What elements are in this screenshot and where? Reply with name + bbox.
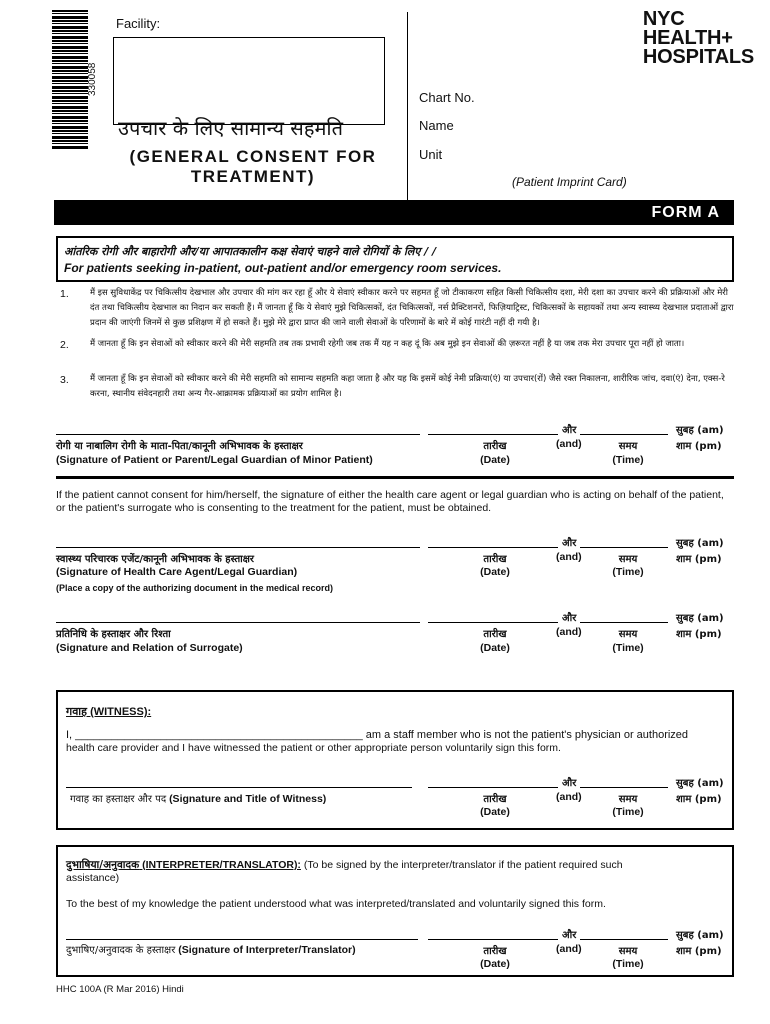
agent-note: (Place a copy of the authorizing document in the medical record) (56, 583, 334, 593)
witness-heading: गवाह (WITNESS): (66, 705, 152, 718)
and-english: (and) (556, 943, 582, 955)
pm-label: शाम (pm) (676, 554, 722, 565)
intro-hindi: आंतरिक रोगी और बाहारोगी और/या आपातकालीन कक्ष सेवाएं चाहने वाले रोगियों के लिए / / (64, 245, 437, 258)
item-1-number: 1. (60, 288, 69, 300)
item-3-text: मैं जानता हूँ कि इन सेवाओं को स्वीकार करने की मेरी सहमति को सामान्य सहमति कहा जाता है और यह कि इसमें कोई नेमी प्रक्रिया(एं) या उपचार(रों) जैसे रक्त निकालना, शारीरिक जांच, दवा(एं) देना, एक्स-रे करना, स्थानीय संवेदनहारी तथा अन्य गैर-आक्रामक प्रक्रियाओं का प्रयोग शामिल है। (90, 374, 725, 399)
agent-time-line[interactable] (580, 547, 668, 548)
time-hindi: समय (618, 554, 638, 565)
and-hindi: और (562, 930, 577, 941)
patient-sig-hindi: रोगी या नाबालिग रोगी के माता-पिता/कानूनी अभिभावक के हस्ताक्षर (56, 441, 303, 452)
witness-sig-label: गवाह का हस्ताक्षर और पद (Signature and Title of Witness) (70, 793, 327, 805)
interpreter-statement: To the best of my knowledge the patient understood what was interpreted/translated and voluntarily signed this form. (66, 898, 606, 910)
intro-english: For patients seeking in-patient, out-patient and/or emergency room services. (64, 261, 502, 275)
interpreter-heading-cont: assistance) (66, 872, 120, 884)
pm-label: शाम (pm) (676, 441, 722, 452)
item-1-text: मैं इस सुविधाकेंद्र पर चिकित्सीय देखभाल और उपचार की मांग कर रहा हूँ और ये सेवाएं स्वीकार करने पर सहमत हूँ जो टीकाकरण सहित किसी चिकित्सीय दशा, मेरी दशा का उपचार करने की प्रक्रियाओं और मेरी दंत तथा चिकित्सीय देखभाल का निदान कर सकती हैं। मैं जानता हूँ कि ये सेवाएं मुझे चिकित्सकों, दंत चिकित्सकों, नर्स प्रैक्टिशनरों, फिज़ियाट्रिस्ट, चिकित्सकों के सहायकों तथा अन्य स्वास्थ्य देखभाल प्रदाताओं द्वारा प्रदान की जाएंगी जिनमें से कुछ प्रशिक्षण में हो सकते हैं। मुझे मेरे द्वारा प्राप्त की जाने वाली सेवाओं के परिणामों के बारे में कोई गारंटी नहीं दी गयी है। (90, 288, 734, 328)
and-english: (and) (556, 551, 582, 563)
section-divider (56, 476, 734, 479)
facility-field[interactable] (113, 37, 385, 125)
time-hindi: समय (618, 946, 638, 957)
pm-label: शाम (pm) (676, 629, 722, 640)
witness-statement-line2: health care provider and I have witnessed the patient or other appropriate person voluntarily sign this form. (66, 742, 561, 754)
barcode (52, 10, 88, 150)
form-a-bar: FORM A (54, 200, 734, 225)
item-3-number: 3. (60, 374, 69, 386)
title-hindi: उपचार के लिए सामान्य सहमति (118, 116, 343, 140)
interpreter-date-line[interactable] (428, 939, 558, 940)
date-english: (Date) (480, 566, 510, 578)
patient-date-line[interactable] (428, 434, 558, 435)
date-english: (Date) (480, 454, 510, 466)
chart-no-label: Chart No. (419, 90, 475, 105)
witness-signature-line[interactable] (66, 787, 412, 788)
time-hindi: समय (618, 794, 638, 805)
witness-statement-line1: I, _______________________________________________ am a staff member who is not the patient's physician or authorized (66, 729, 689, 741)
date-hindi: तारीख (483, 441, 507, 452)
witness-time-line[interactable] (580, 787, 668, 788)
date-hindi: तारीख (483, 794, 507, 805)
intro-box (56, 236, 734, 282)
am-label: सुबह (am) (676, 930, 724, 941)
and-english: (and) (556, 626, 582, 638)
time-english: (Time) (612, 566, 644, 578)
item-2-number: 2. (60, 339, 69, 351)
agent-sig-english: (Signature of Health Care Agent/Legal Guardian) (56, 566, 298, 578)
interpreter-heading: दुभाषिया/अनुवादक (INTERPRETER/TRANSLATOR): (To be signed by the interpreter/translator if the patient required such (66, 859, 623, 871)
agent-sig-hindi: स्वास्थ्य परिचारक एजेंट/कानूनी अभिभावक के हस्ताक्षर (56, 554, 255, 565)
am-label: सुबह (am) (676, 425, 724, 436)
pm-label: शाम (pm) (676, 794, 722, 805)
unit-label: Unit (419, 147, 443, 162)
surrogate-time-line[interactable] (580, 622, 668, 623)
date-hindi: तारीख (483, 946, 507, 957)
time-english: (Time) (612, 806, 644, 818)
date-hindi: तारीख (483, 629, 507, 640)
time-english: (Time) (612, 454, 644, 466)
date-english: (Date) (480, 958, 510, 970)
surrogate-sig-english: (Signature and Relation of Surrogate) (56, 642, 243, 654)
and-hindi: और (562, 425, 577, 436)
barcode-number: 330058 (87, 62, 98, 96)
and-hindi: और (562, 778, 577, 789)
title-english: (GENERAL CONSENT FOR TREATMENT) (129, 147, 377, 186)
patient-time-line[interactable] (580, 434, 668, 435)
time-english: (Time) (612, 958, 644, 970)
surrogate-signature-line[interactable] (56, 622, 420, 623)
date-english: (Date) (480, 642, 510, 654)
time-hindi: समय (618, 629, 638, 640)
interpreter-signature-line[interactable] (66, 939, 418, 940)
and-english: (and) (556, 791, 582, 803)
facility-label: Facility: (116, 16, 161, 31)
date-hindi: तारीख (483, 554, 507, 565)
patient-signature-line[interactable] (56, 434, 420, 435)
date-english: (Date) (480, 806, 510, 818)
nyc-health-hospitals-logo: NYC HEALTH+ HOSPITALS (642, 8, 754, 68)
surrogate-sig-hindi: प्रतिनिधि के हस्ताक्षर और रिश्ता (56, 629, 171, 640)
interpreter-sig-label: दुभाषिए/अनुवादक के हस्ताक्षर (Signature of Interpreter/Translator) (66, 944, 356, 956)
patient-sig-english: (Signature of Patient or Parent/Legal Guardian of Minor Patient) (56, 454, 373, 466)
and-hindi: और (562, 538, 577, 549)
time-hindi: समय (618, 441, 638, 452)
interpreter-time-line[interactable] (580, 939, 668, 940)
am-label: सुबह (am) (676, 538, 724, 549)
surrogate-date-line[interactable] (428, 622, 558, 623)
witness-date-line[interactable] (428, 787, 558, 788)
agent-signature-line[interactable] (56, 547, 420, 548)
am-label: सुबह (am) (676, 778, 724, 789)
time-english: (Time) (612, 642, 644, 654)
agent-date-line[interactable] (428, 547, 558, 548)
form-footer-code: HHC 100A (R Mar 2016) Hindi (56, 984, 184, 995)
name-label: Name (419, 118, 454, 133)
patient-imprint-card-label: (Patient Imprint Card) (512, 175, 627, 189)
pm-label: शाम (pm) (676, 946, 722, 957)
item-2-text: मैं जानता हूँ कि इन सेवाओं को स्वीकार करने की मेरी सहमति तब तक प्रभावी रहेगी जब तक मैं यह न कह दूं कि अब मुझे इन सेवाओं की ज़रूरत नहीं है या जब तक मेरा उपचार पूरा नहीं हो जाता। (90, 339, 685, 349)
am-label: सुबह (am) (676, 613, 724, 624)
and-english: (and) (556, 438, 582, 450)
cannot-consent-note: If the patient cannot consent for him/herself, the signature of either the health care agent or legal guardian who is acting on behalf of the patient, or the patient's surrogate who is consenting to the treatment for the patient, must be obtained. (56, 489, 724, 514)
header-divider (407, 12, 408, 200)
and-hindi: और (562, 613, 577, 624)
